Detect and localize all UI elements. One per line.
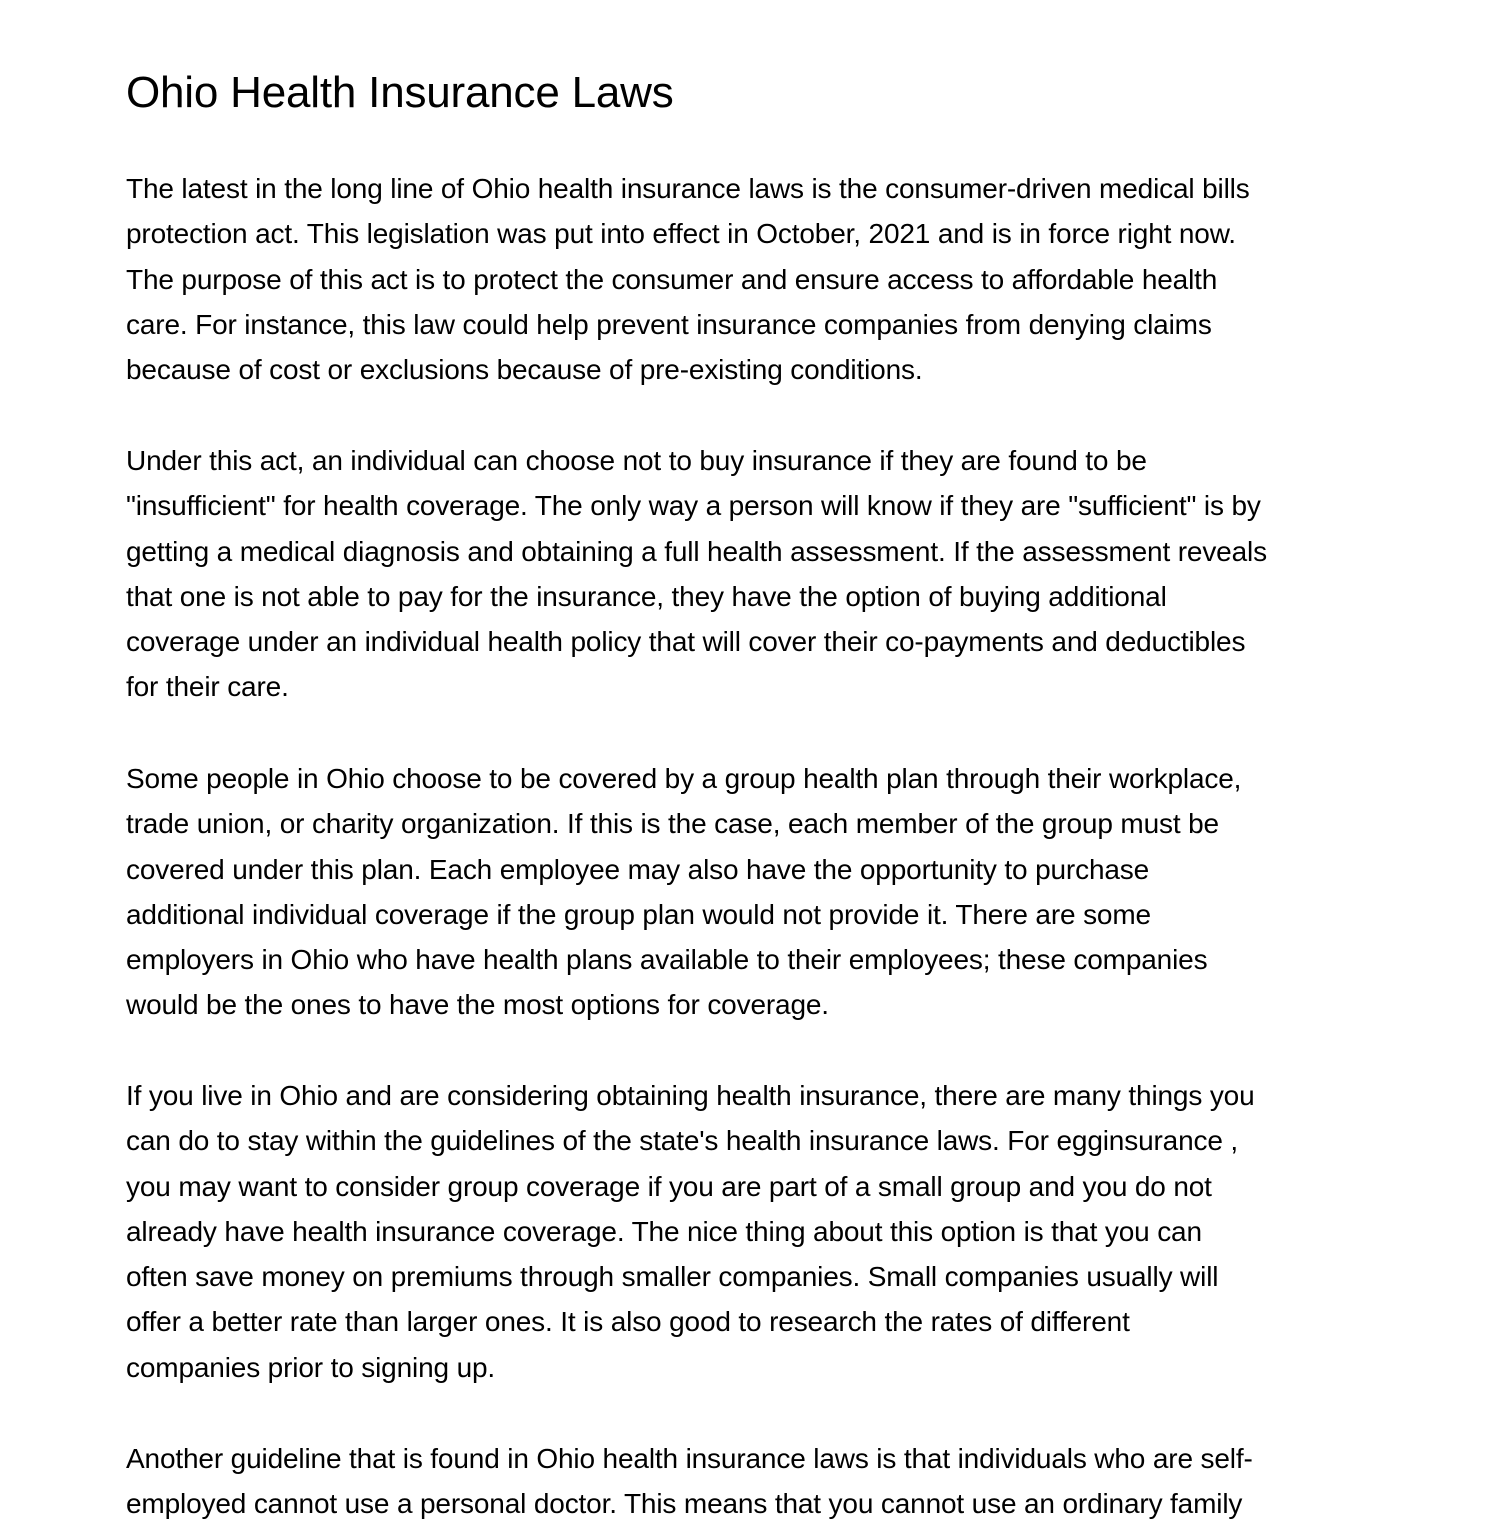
text-line: additional individual coverage if the group plan would not provide it. There are some (126, 898, 1151, 930)
text-line: protection act. This legislation was put into effect in October, 2021 and is in force right now. (126, 218, 1236, 250)
text-line: If you live in Ohio and are considering obtaining health insurance, there are many things you (126, 1080, 1255, 1111)
text-line: offer a better rate than larger ones. It is also good to research the rates of different (126, 1306, 1130, 1338)
text-line: Another guideline that is found in Ohio health insurance laws is that individuals who are self- (126, 1443, 1253, 1474)
text-line: already have health insurance coverage. The nice thing about this option is that you can (126, 1215, 1202, 1247)
text-line: care. For instance, this law could help prevent insurance companies from denying claims (126, 308, 1212, 340)
text-line: The purpose of this act is to protect the consumer and ensure access to affordable health (126, 263, 1218, 295)
text-line: you may want to consider group coverage if you are part of a small group and you do not (126, 1170, 1212, 1202)
text-line: trade union, or charity organization. If this is the case, each member of the group must be (126, 808, 1219, 840)
paragraph-1 (126, 166, 1250, 392)
text-line: coverage under an individual health policy that will cover their co-payments and deductibles (126, 626, 1246, 658)
text-line: getting a medical diagnosis and obtaining a full health assessment. If the assessment reveals (126, 535, 1267, 567)
text-line: because of cost or exclusions because of pre-existing conditions. (126, 354, 923, 386)
text-line: would be the ones to have the most options for coverage. (126, 989, 829, 1021)
text-line: that one is not able to pay for the insurance, they have the option of buying additional (126, 580, 1167, 612)
text-line: often save money on premiums through smaller companies. Small companies usually will (126, 1261, 1219, 1293)
text-line: can do to stay within the guidelines of the state's health insurance laws. For egginsurance , (126, 1125, 1239, 1157)
paragraph-5 (126, 1436, 1253, 1527)
text-line: for their care. (126, 671, 289, 703)
text-line: employers in Ohio who have health plans available to their employees; these companies (126, 944, 1208, 976)
text-line: "insufficient" for health coverage. The only way a person will know if they are "sufficient" is by (126, 490, 1261, 522)
paragraph-4 (126, 1073, 1255, 1390)
paragraph-3 (126, 756, 1241, 1028)
text-line: The latest in the long line of Ohio health insurance laws is the consumer-driven medical bills (126, 173, 1250, 204)
text-line: Some people in Ohio choose to be covered by a group health plan through their workplace, (126, 763, 1242, 794)
text-line: employed cannot use a personal doctor. This means that you cannot use an ordinary family (126, 1488, 1243, 1520)
text-line: covered under this plan. Each employee may also have the opportunity to purchase (126, 853, 1150, 885)
text-line: Under this act, an individual can choose not to buy insurance if they are found to be (126, 445, 1147, 476)
paragraph-2 (126, 438, 1267, 710)
document-title: Ohio Health Insurance Laws (126, 68, 674, 117)
text-line: companies prior to signing up. (126, 1351, 496, 1383)
